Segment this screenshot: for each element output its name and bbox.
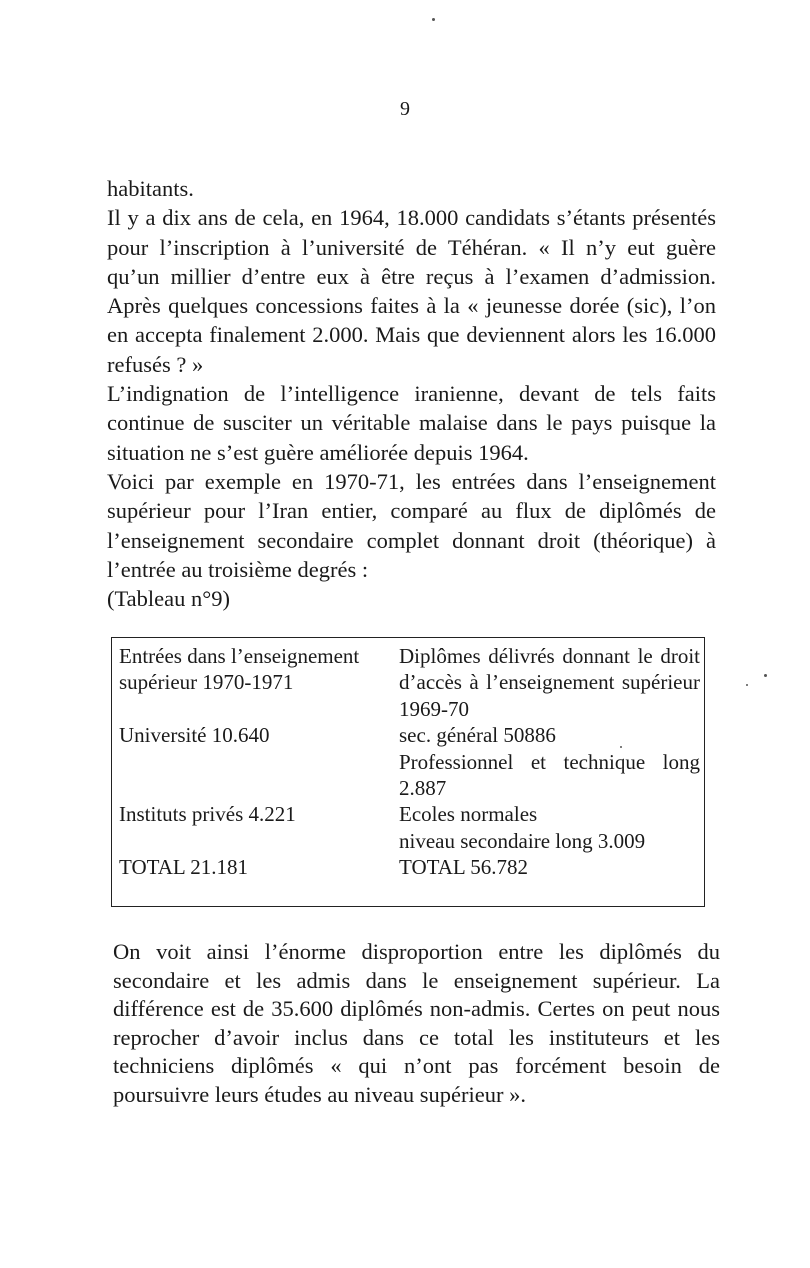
right-professional-technical: Professionnel et technique long 2.887 (399, 749, 700, 801)
table-caption: (Tableau n°9) (107, 586, 230, 612)
paragraph: On voit ainsi l’énorme disproportion entre les diplômés du secondaire et les admis dans le enseignement supérieur. La différence est de 35.600 diplômés non-admis. Certes on peut nous reprocher d’avoir inclus dans ce total les instituteurs et les techniciens diplômés « qui n’ont pas forcément besoin de poursuivre leurs études au niveau supérieur ». (113, 939, 720, 1107)
right-general-secondary: sec. général 50886 (399, 723, 556, 748)
table-right-column (399, 643, 700, 881)
left-university: Université 10.640 (119, 723, 270, 748)
scan-speck (432, 18, 435, 21)
right-total: TOTAL 56.782 (399, 855, 528, 880)
right-normal-schools-level: niveau secondaire long 3.009 (399, 828, 646, 853)
scan-speck (620, 746, 622, 748)
page-number: 9 (400, 98, 410, 120)
left-header: Entrées dans l’enseignement supérieur 1970-1971 (119, 644, 360, 695)
scan-speck (746, 684, 748, 686)
body-text (107, 174, 716, 613)
paragraph: L’indignation de l’intelligence iranienne, devant de tels faits continue de susciter un véritable malaise dans le pays puisque la situation ne s’est guère améliorée depuis 1964. (107, 381, 716, 465)
right-header: Diplômes délivrés donnant le droit d’accès à l’enseignement supérieur 1969-70 (399, 644, 700, 721)
paragraph: habitants. (107, 176, 194, 201)
body-text-after-table (113, 938, 720, 1110)
right-normal-schools: Ecoles normales (399, 802, 538, 827)
paragraph: Il y a dix ans de cela, en 1964, 18.000 candidats s’étants présentés pour l’inscription à l’université de Téhéran. « Il n’y eut guère qu’un millier d’entre eux à être reçus à l’examen d’admission. Après quelques concessions faites à la « jeunesse dorée (sic), l’on en accepta finalement 2.000. Mais que deviennent alors les 16.000 refusés ? » (107, 205, 716, 377)
data-table (111, 637, 705, 907)
paragraph: Voici par exemple en 1970-71, les entrées dans l’enseignement supérieur pour l’Iran entier, comparé au flux de diplômés de l’enseignement secondaire complet donnant droit (théorique) à l’entrée au troisième degrés : (107, 468, 716, 582)
left-total: TOTAL 21.181 (119, 855, 248, 880)
scan-speck (764, 674, 767, 677)
left-private-institutes: Instituts privés 4.221 (119, 802, 296, 827)
table-left-column (119, 643, 394, 881)
